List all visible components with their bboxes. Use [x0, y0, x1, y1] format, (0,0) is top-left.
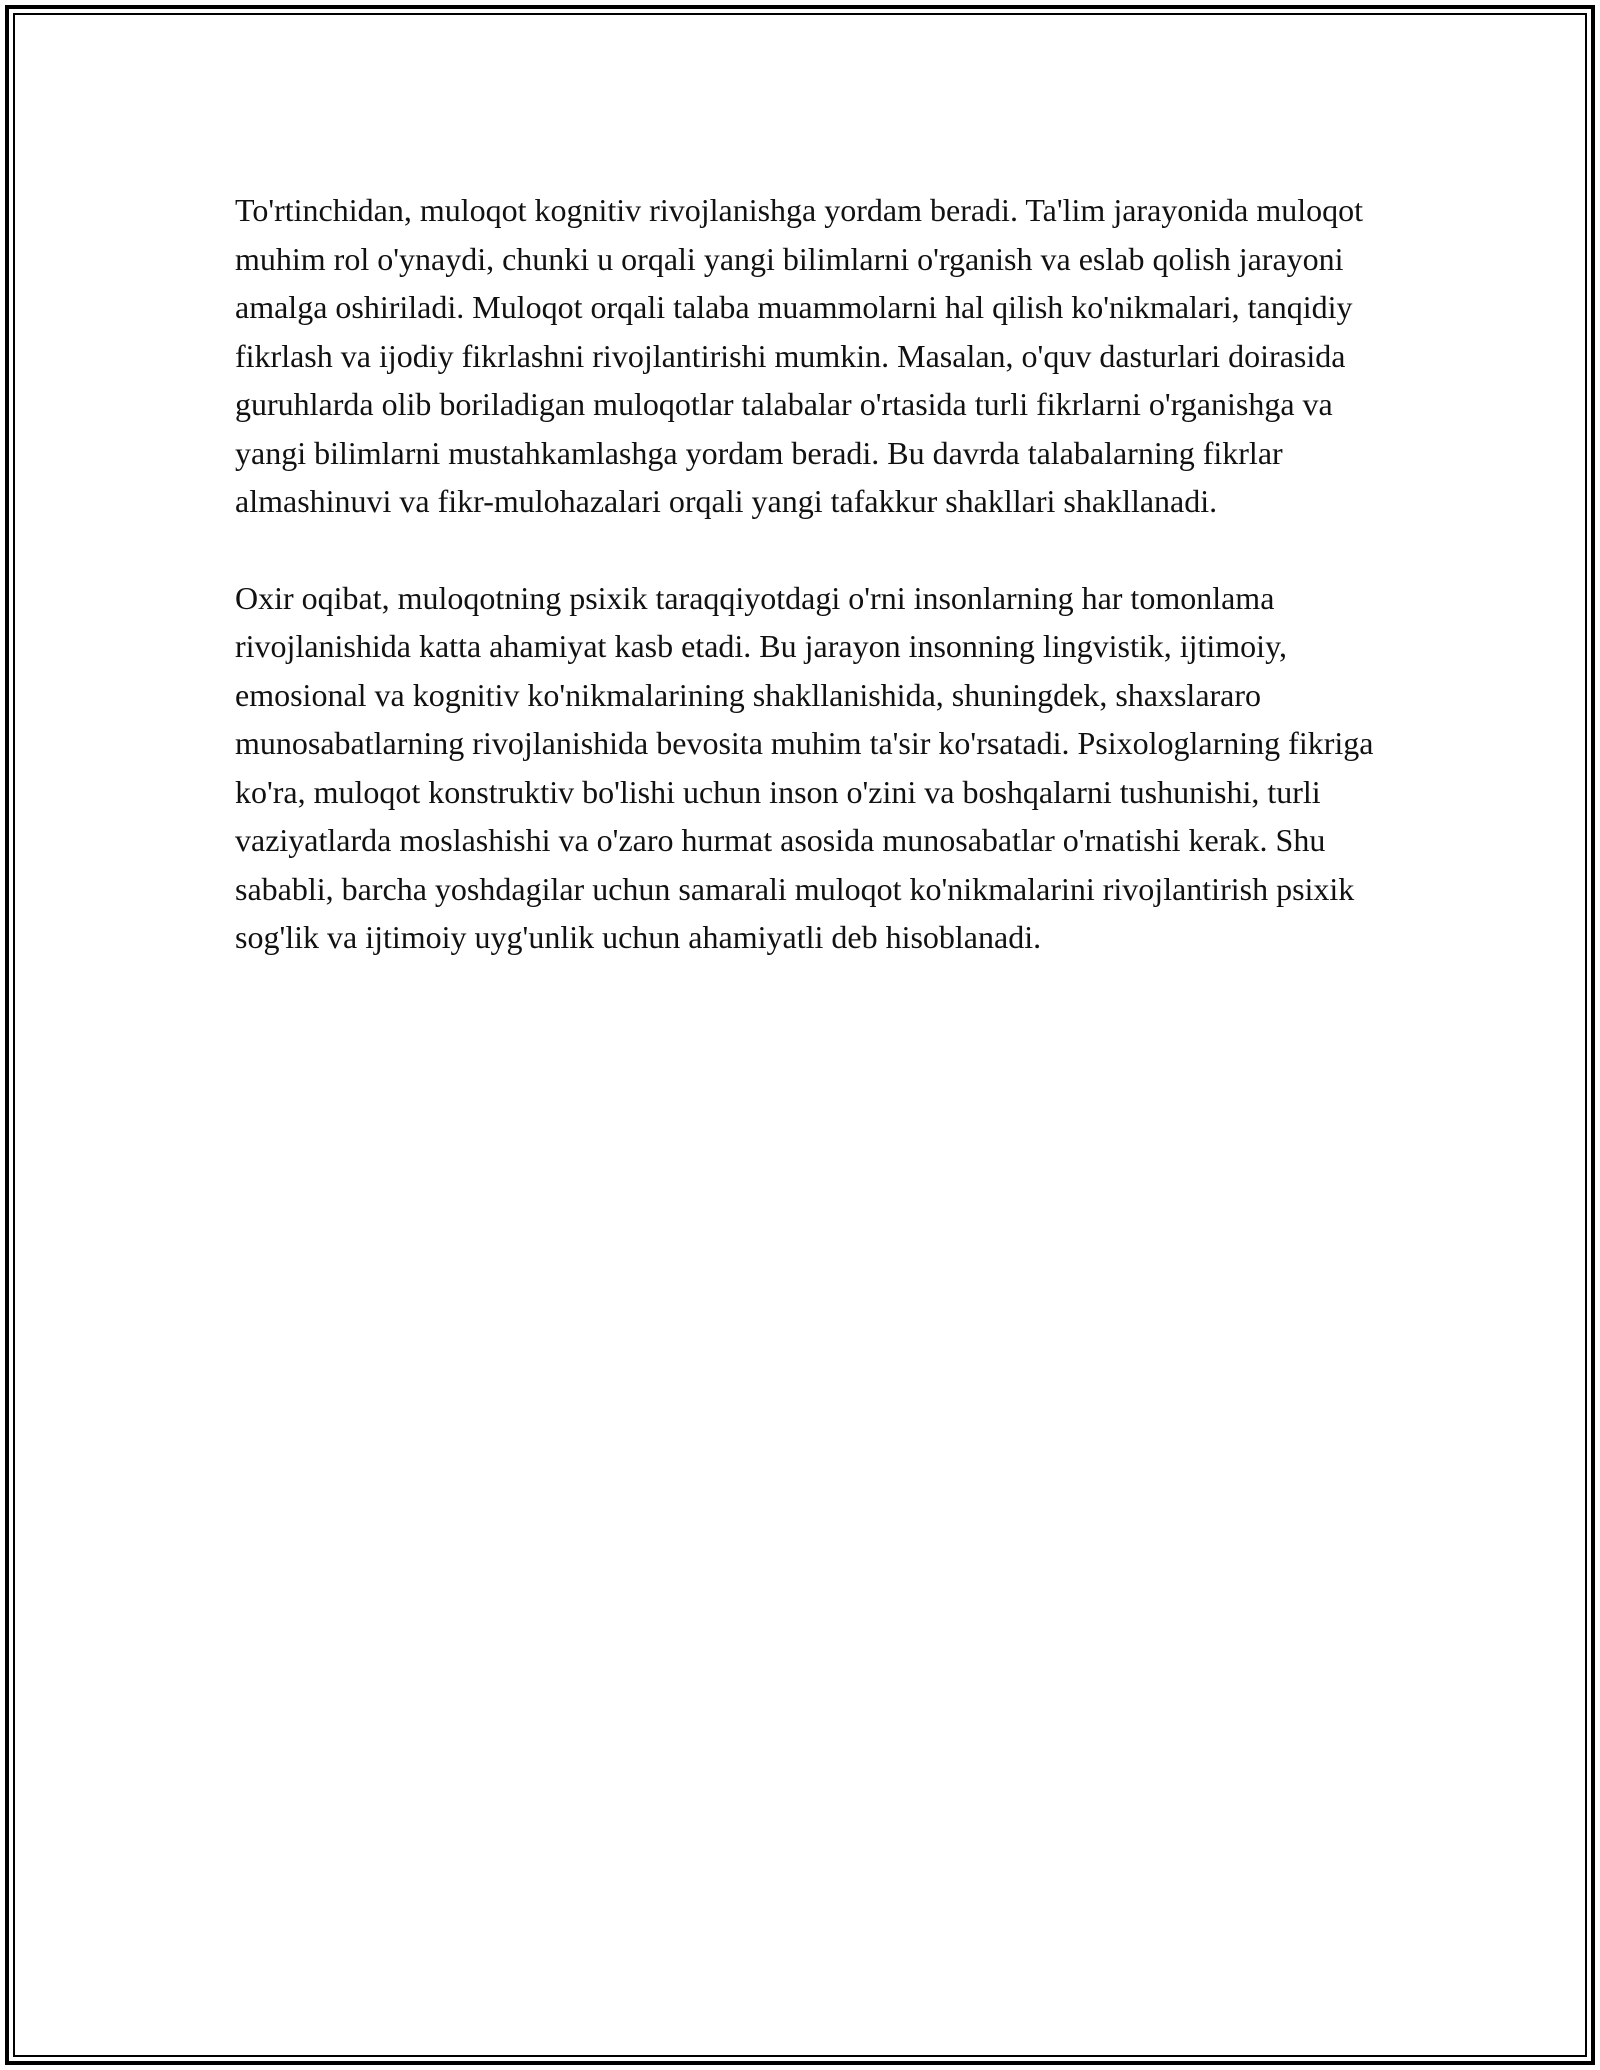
paragraph-1: To'rtinchidan, muloqot kognitiv rivojlanishga yordam beradi. Ta'lim jarayonida muloqot muhim rol o'ynaydi, chunki u orqali yangi bilimlarni o'rganish va eslab qolish jarayoni amalga oshiriladi. Muloqot orqali talaba muammolarni hal qilish ko'nikmalari, tanqidiy fikrlash va ijodiy fikrlashni rivojlantirishi mumkin. Masalan, o'quv dasturlari doirasida guruhlarda olib boriladigan muloqotlar talabalar o'rtasida turli fikrlarni o'rganishga va yangi bilimlarni mustahkamlashga yordam beradi. Bu davrda talabalarning fikrlar almashinuvi va fikr-mulohazalari orqali yangi tafakkur shakllari shakllanadi.	[235, 192, 1364, 519]
document-body	[235, 186, 1385, 1010]
paragraph-2: Oxir oqibat, muloqotning psixik taraqqiyotdagi o'rni insonlarning har tomonlama rivojlanishida katta ahamiyat kasb etadi. Bu jarayon insonning lingvistik, ijtimoiy, emosional va kognitiv ko'nikmalarining shakllanishida, shuningdek, shaxslararo munosabatlarning rivojlanishida bevosita muhim ta'sir ko'rsatadi. Psixologlarning fikriga ko'ra, muloqot konstruktiv bo'lishi uchun inson o'zini va boshqalarni tushunishi, turli vaziyatlarda moslashishi va o'zaro hurmat asosida munosabatlar o'rnatishi kerak. Shu sababli, barcha yoshdagilar uchun samarali muloqot ko'nikmalarini rivojlantirish psixik sog'lik va ijtimoiy uyg'unlik uchun ahamiyatli deb hisoblanadi.	[235, 579, 1374, 955]
